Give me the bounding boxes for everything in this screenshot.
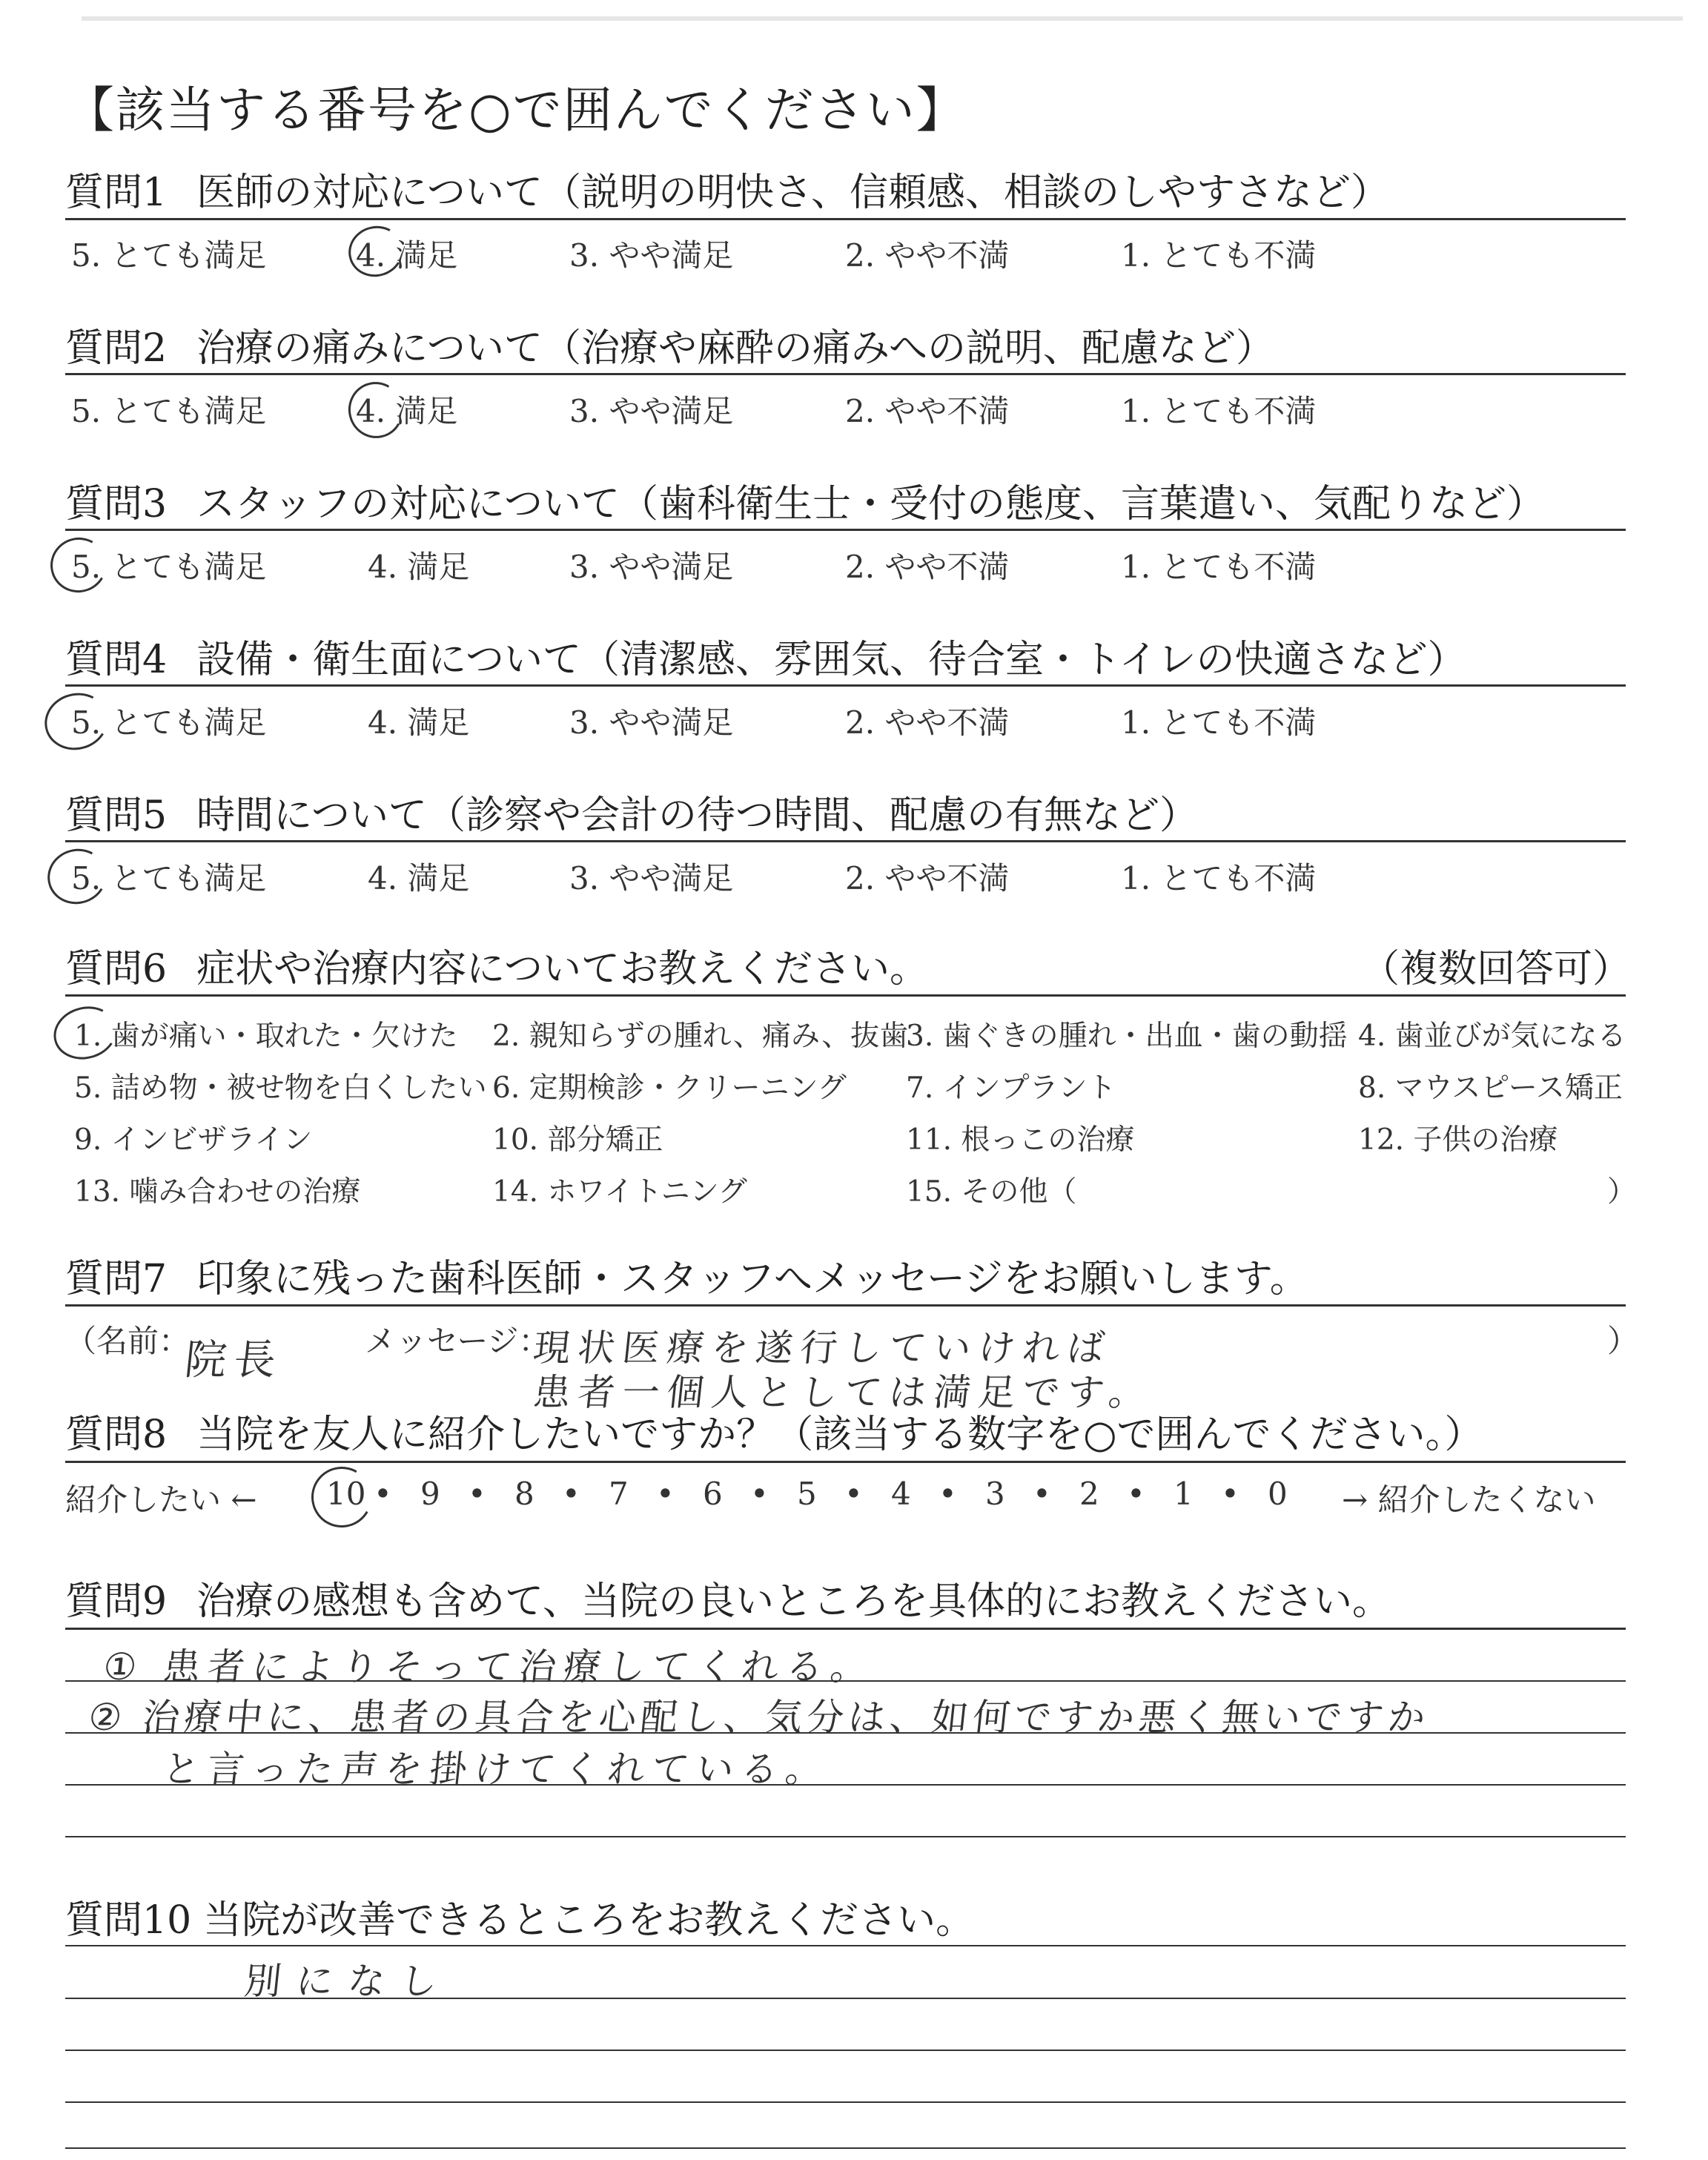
option-2[interactable]: 2. やや不満 xyxy=(845,393,1010,429)
question-title: 印象に残った歯科医師・スタッフへメッセージをお願いします。 xyxy=(196,1257,1308,1301)
divider xyxy=(65,840,1626,842)
divider xyxy=(65,1461,1626,1463)
divider xyxy=(65,1304,1626,1307)
question-number: 質問4 xyxy=(65,638,168,682)
divider xyxy=(65,373,1626,375)
option-5[interactable]: 5. とても満足 xyxy=(71,393,267,429)
top-edge-line xyxy=(82,16,1683,21)
answer-line xyxy=(65,2101,1626,2103)
divider xyxy=(65,684,1626,687)
question-number: 質問3 xyxy=(65,482,168,526)
scale-separator: • xyxy=(468,1476,486,1512)
answer-line-1[interactable]: 別になし xyxy=(242,1960,454,2003)
scale-number-6[interactable]: 6 xyxy=(703,1476,723,1512)
question-number: 質問5 xyxy=(65,793,168,838)
option-5[interactable]: 5. とても満足 xyxy=(71,860,267,896)
answer-line xyxy=(65,2050,1626,2051)
answer-line xyxy=(65,2147,1626,2149)
option-3[interactable]: 3. やや満足 xyxy=(569,393,734,429)
answer-line-1[interactable]: ① 患者によりそって治療してくれる。 xyxy=(101,1645,878,1688)
close-paren: ） xyxy=(1607,1323,1639,1359)
symptom-item[interactable]: 4. 歯並びが気になる xyxy=(1358,1020,1626,1053)
divider xyxy=(65,1628,1626,1630)
question-1 xyxy=(65,167,1626,219)
option-3[interactable]: 3. やや満足 xyxy=(569,549,734,585)
option-1[interactable]: 1. とても不満 xyxy=(1121,704,1317,741)
name-value[interactable]: 院長 xyxy=(182,1336,285,1384)
question-number: 質問2 xyxy=(65,326,168,371)
question-title: 症状や治療内容についてお教えください。 xyxy=(196,947,929,991)
option-1[interactable]: 1. とても不満 xyxy=(1121,237,1317,274)
scale-number-8[interactable]: 8 xyxy=(514,1476,534,1512)
message-line-1[interactable]: 現状医療を遂行していければ xyxy=(531,1327,1114,1370)
answer-line xyxy=(65,1836,1626,1837)
option-1[interactable]: 1. とても不満 xyxy=(1121,860,1317,896)
question-title: 時間について（診察や会計の待つ時間、配慮の有無など） xyxy=(196,793,1199,838)
question-title: 当院が改善できるところをお教えください。 xyxy=(203,1898,975,1943)
question-2 xyxy=(65,323,1626,374)
answer-line-3[interactable]: と言った声を掛けてくれている。 xyxy=(160,1748,833,1791)
question-title: 治療の痛みについて（治療や麻酔の痛みへの説明、配慮など） xyxy=(196,326,1275,371)
question-8 xyxy=(65,1409,1626,1461)
option-4[interactable]: 4. 満足 xyxy=(368,704,470,741)
selection-circle xyxy=(39,686,115,757)
scale-separator: • xyxy=(1033,1476,1051,1512)
divider xyxy=(65,1945,1626,1946)
question-number: 質問8 xyxy=(65,1413,168,1457)
recommend-left-label: 紹介したい ← xyxy=(65,1482,257,1518)
option-5[interactable]: 5. とても満足 xyxy=(71,704,267,741)
symptom-item[interactable]: 6. 定期検診・クリーニング xyxy=(492,1071,847,1105)
symptom-item[interactable]: 7. インプラント xyxy=(906,1071,1116,1105)
question-title: 設備・衛生面について（清潔感、雰囲気、待合室・トイレの快適さなど） xyxy=(196,638,1466,682)
option-4[interactable]: 4. 満足 xyxy=(356,393,458,429)
selection-circle xyxy=(44,531,113,598)
option-4[interactable]: 4. 満足 xyxy=(356,237,458,274)
scale-separator: • xyxy=(1127,1476,1145,1512)
scale-separator: • xyxy=(750,1476,769,1512)
question-title: 医師の対応について（説明の明快さ、信頼感、相談のしやすさなど） xyxy=(196,171,1389,215)
option-5[interactable]: 5. とても満足 xyxy=(71,549,267,585)
scale-separator: • xyxy=(939,1476,957,1512)
question-4 xyxy=(65,634,1626,686)
symptom-item[interactable]: 15. その他（ xyxy=(906,1175,1077,1209)
option-5[interactable]: 5. とても満足 xyxy=(71,237,267,274)
question-number: 質問10 xyxy=(65,1898,192,1943)
name-label: （名前： xyxy=(65,1323,191,1359)
option-3[interactable]: 3. やや満足 xyxy=(569,704,734,741)
question-number: 質問6 xyxy=(65,947,168,991)
symptom-item[interactable]: 9. インビザライン xyxy=(74,1123,313,1157)
scale-number-2[interactable]: 2 xyxy=(1079,1476,1099,1512)
question-title: 治療の感想も含めて、当院の良いところを具体的にお教えください。 xyxy=(196,1579,1391,1624)
question-title: 当院を友人に紹介したいですか？（該当する数字を○で囲んでください。） xyxy=(196,1413,1483,1457)
option-4[interactable]: 4. 満足 xyxy=(368,549,470,585)
close-paren: ） xyxy=(1607,1175,1637,1209)
question-9 xyxy=(65,1576,1626,1628)
selection-circle xyxy=(42,842,113,911)
symptom-item[interactable]: 12. 子供の治療 xyxy=(1358,1123,1558,1157)
symptom-item[interactable]: 1. 歯が痛い・取れた・欠けた xyxy=(74,1020,458,1053)
scale-number-10[interactable]: 10 xyxy=(326,1476,366,1512)
multiple-answers-note: （複数回答可） xyxy=(1361,947,1632,991)
symptom-item[interactable]: 14. ホワイトニング xyxy=(492,1175,747,1209)
scale-separator: • xyxy=(1221,1476,1239,1512)
scale-separator: • xyxy=(374,1476,392,1512)
message-label: メッセージ： xyxy=(365,1323,550,1359)
symptom-item[interactable]: 8. マウスピース矯正 xyxy=(1358,1071,1623,1105)
scale-number-3[interactable]: 3 xyxy=(985,1476,1005,1512)
option-3[interactable]: 3. やや満足 xyxy=(569,860,734,896)
option-2[interactable]: 2. やや不満 xyxy=(845,860,1010,896)
symptom-item[interactable]: 11. 根っこの治療 xyxy=(906,1123,1135,1157)
scale-separator: • xyxy=(656,1476,675,1512)
scale-number-7[interactable]: 7 xyxy=(609,1476,629,1512)
question-10 xyxy=(65,1895,1626,1946)
question-number: 質問1 xyxy=(65,171,168,215)
question-number: 質問9 xyxy=(65,1579,168,1624)
divider xyxy=(65,994,1626,997)
option-2[interactable]: 2. やや不満 xyxy=(845,237,1010,274)
scale-separator: • xyxy=(844,1476,863,1512)
option-4[interactable]: 4. 満足 xyxy=(368,860,470,896)
option-2[interactable]: 2. やや不満 xyxy=(845,549,1010,585)
answer-line-2[interactable]: ② 治療中に、患者の具合を心配し、気分は、如何ですか悪く無いですか xyxy=(86,1696,1432,1739)
divider xyxy=(65,529,1626,531)
scale-separator: • xyxy=(562,1476,580,1512)
option-2[interactable]: 2. やや不満 xyxy=(845,704,1010,741)
symptom-item[interactable]: 3. 歯ぐきの腫れ・出血・歯の動揺 xyxy=(906,1020,1348,1053)
question-5 xyxy=(65,790,1626,842)
recommend-right-label: → 紹介したくない xyxy=(1342,1482,1596,1518)
scale-number-1[interactable]: 1 xyxy=(1174,1476,1194,1512)
question-3 xyxy=(65,478,1626,530)
option-3[interactable]: 3. やや満足 xyxy=(569,237,734,274)
message-line-2[interactable]: 患者一個人としては満足です。 xyxy=(531,1371,1156,1414)
selection-circle xyxy=(47,1000,122,1066)
option-1[interactable]: 1. とても不満 xyxy=(1121,393,1317,429)
question-title: スタッフの対応について（歯科衛生士・受付の態度、言葉遣い、気配りなど） xyxy=(196,482,1546,526)
option-1[interactable]: 1. とても不満 xyxy=(1121,549,1317,585)
question-number: 質問7 xyxy=(65,1257,168,1301)
selection-circle xyxy=(342,376,409,445)
scale-number-5[interactable]: 5 xyxy=(797,1476,817,1512)
question-7 xyxy=(65,1253,1626,1305)
symptom-item[interactable]: 2. 親知らずの腫れ、痛み、抜歯 xyxy=(492,1020,909,1053)
scale-number-9[interactable]: 9 xyxy=(420,1476,440,1512)
symptom-item[interactable]: 5. 詰め物・被せ物を白くしたい xyxy=(74,1071,487,1105)
page-header: 【該当する番号を○で囲んでください】 xyxy=(65,82,967,139)
symptom-item[interactable]: 13. 噛み合わせの治療 xyxy=(74,1175,361,1209)
symptom-item[interactable]: 10. 部分矯正 xyxy=(492,1123,663,1157)
divider xyxy=(65,218,1626,220)
scale-number-0[interactable]: 0 xyxy=(1268,1476,1288,1512)
scale-number-4[interactable]: 4 xyxy=(891,1476,911,1512)
